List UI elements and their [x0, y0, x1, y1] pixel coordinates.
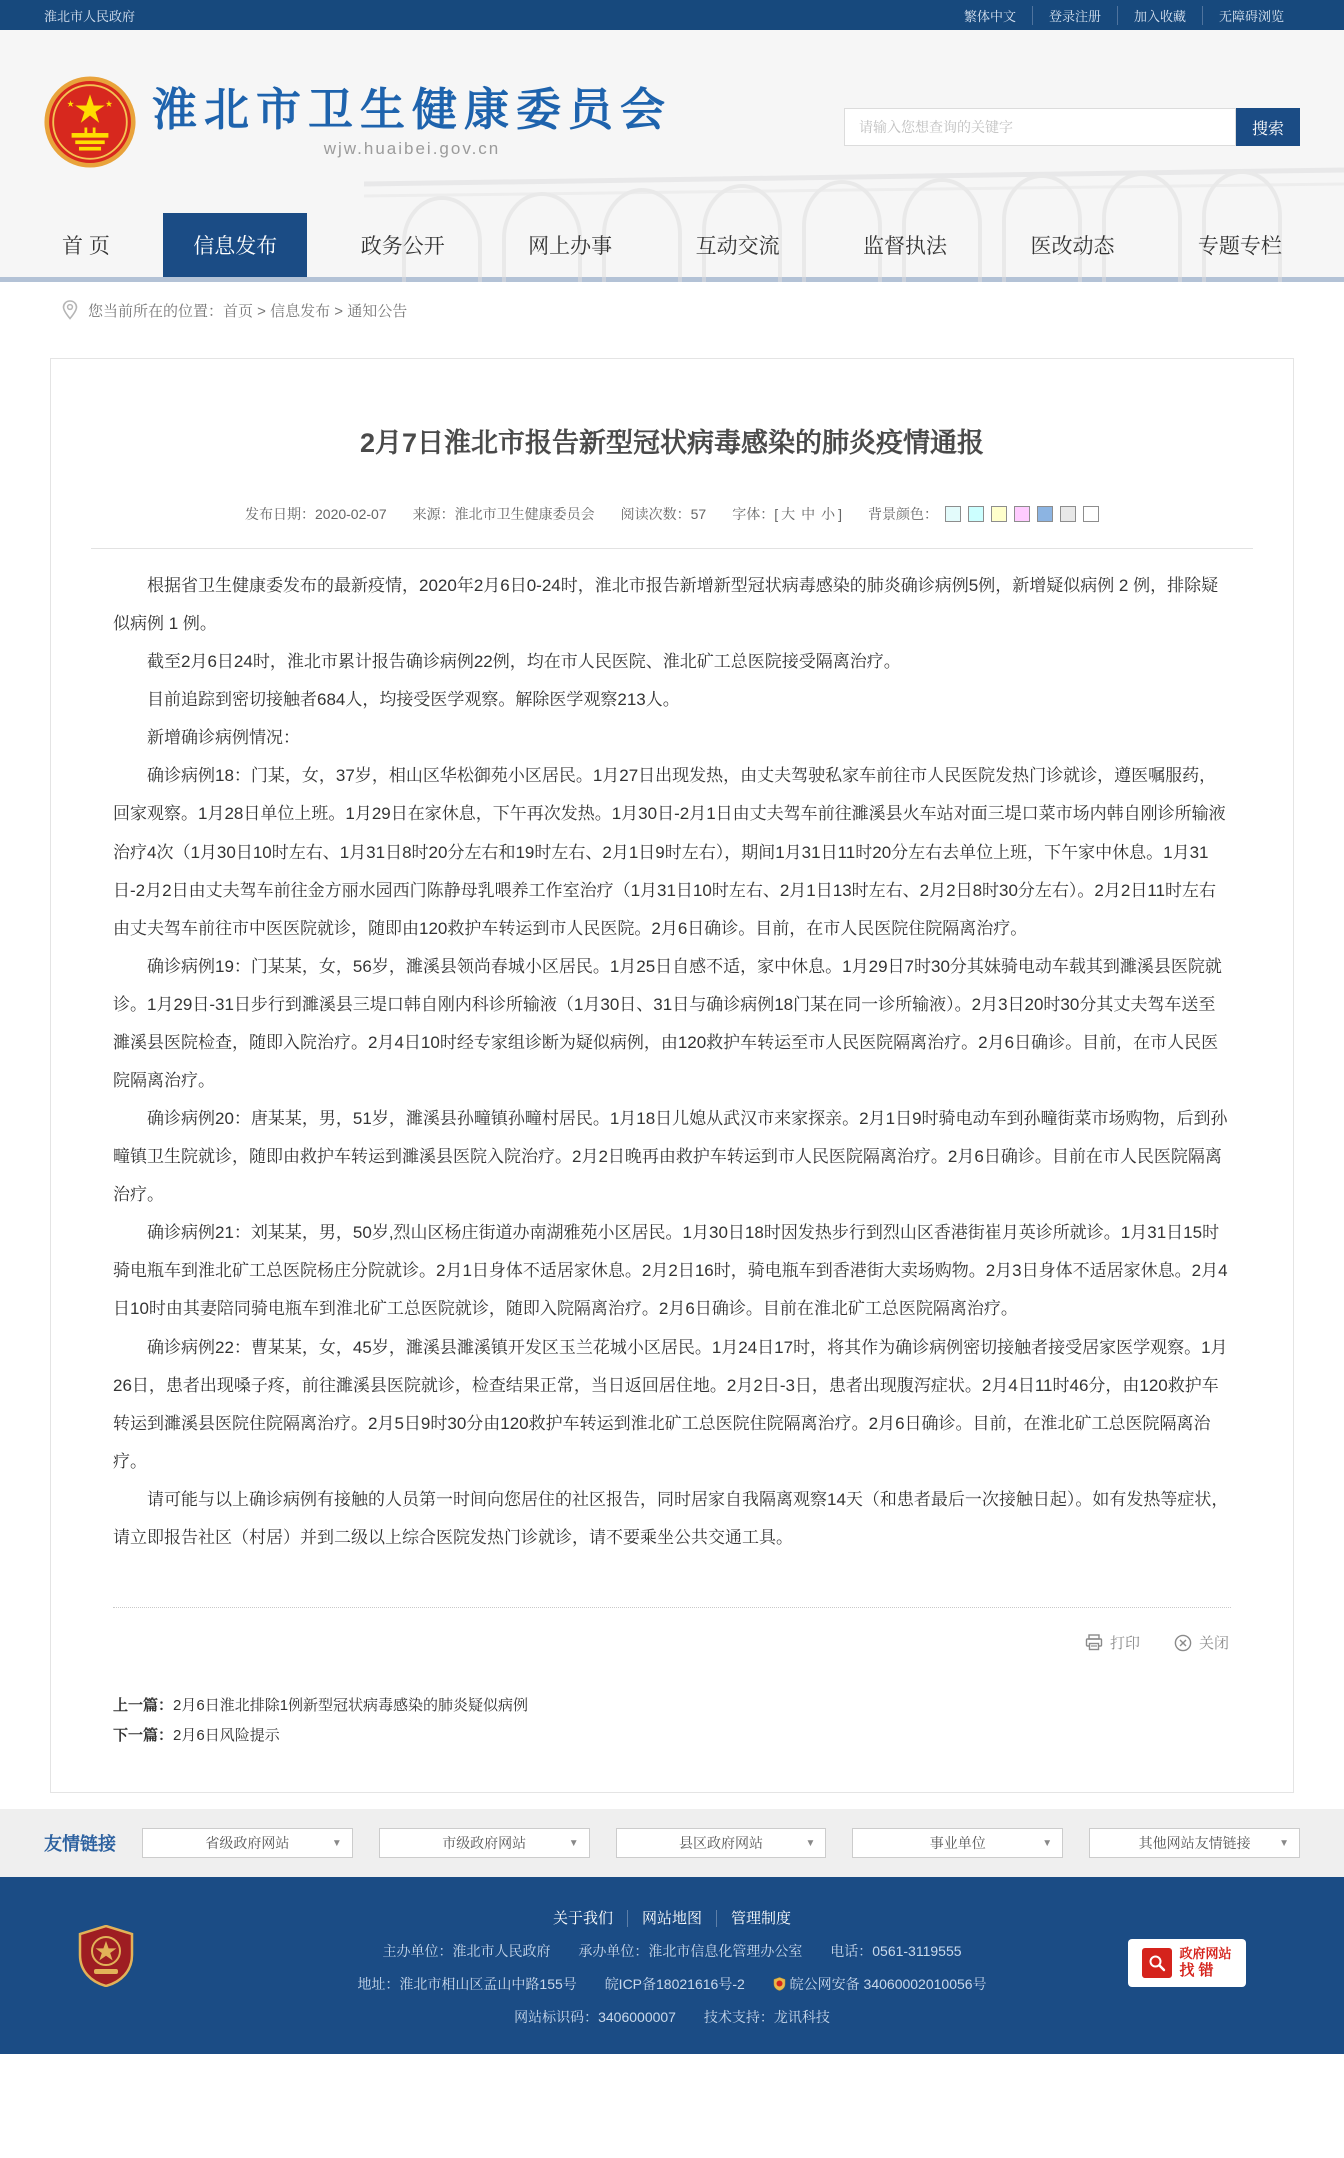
next-article-row: [113, 1724, 1231, 1745]
footer-link-sitemap[interactable]: 网站地图: [627, 1910, 716, 1927]
footer-links: [0, 1877, 1344, 1928]
footer-id-line: [0, 2007, 1344, 2027]
friend-links-select-provincial[interactable]: [142, 1828, 353, 1858]
government-agency-badge-icon: [78, 1925, 134, 1987]
bg-color-swatch[interactable]: [1083, 506, 1099, 522]
bg-color-swatch[interactable]: [1037, 506, 1053, 522]
article-title: 2月7日淮北市报告新型冠状病毒感染的肺炎疫情通报: [359, 428, 985, 458]
main-navigation: [0, 213, 1344, 277]
article-paragraph: 确诊病例21：刘某某，男，50岁,烈山区杨庄街道办南湖雅苑小区居民。1月30日18时因发热步行到烈山区香港街崔月英诊所就诊。1月31日15时骑电瓶车到淮北矿工总医院杨庄分院就诊。2月1日身体不适居家休息。2月2日16时，骑电瓶车到香港街大卖场购物。2月3日身体不适居家休息。2月4日10时由其妻陪同骑电瓶车到淮北矿工总医院就诊，随即入院隔离治疗。2月6日确诊。目前在淮北矿工总医院隔离治疗。: [113, 1223, 1228, 1319]
nav-item-special-topics[interactable]: 专题专栏: [1197, 235, 1282, 258]
site-title: 淮北市卫生健康委员会: [152, 83, 673, 135]
friend-links-select-county[interactable]: [616, 1828, 827, 1858]
article-card: [50, 358, 1294, 1793]
select-value: 市级政府网站: [442, 1835, 527, 1852]
brand-block: [152, 84, 672, 160]
error-badge-text: [1179, 1947, 1231, 1979]
breadcrumb-text[interactable]: 您当前所在的位置：首页 > 信息发布 > 通知公告: [88, 302, 408, 320]
bg-color-swatch[interactable]: [991, 506, 1007, 522]
error-finder-icon: [1142, 1948, 1172, 1978]
font-size-medium-button[interactable]: 中: [801, 506, 816, 522]
close-label: 关闭: [1198, 1635, 1229, 1653]
topbar-link-login-register[interactable]: 登录注册: [1032, 6, 1117, 25]
site-domain: wjw.huaibei.gov.cn: [323, 139, 501, 159]
prev-next-links: [91, 1659, 1253, 1766]
article-meta: [91, 504, 1253, 549]
next-label: 下一篇：: [113, 1727, 174, 1745]
top-utility-bar: [0, 0, 1344, 30]
topbar-link-accessibility[interactable]: 无障碍浏览: [1202, 6, 1300, 25]
location-pin-icon: [62, 300, 78, 320]
nav-item-medical-reform[interactable]: 医改动态: [1030, 235, 1115, 258]
article-paragraph: 确诊病例20：唐某某，男，51岁，濉溪县孙疃镇孙疃村居民。1月18日儿媳从武汉市来家探亲。2月1日9时骑电动车到孙疃街菜市场购物，后到孙疃镇卫生院就诊，随即由救护车转运到濉溪县医院入院治疗。2月2日晚再由救护车转运到市人民医院隔离治疗。2月6日确诊。目前在市人民医院隔离治疗。: [113, 1109, 1228, 1205]
search-button[interactable]: 搜索: [1236, 108, 1300, 146]
footer-site-id: 网站标识码：3406000007: [514, 2009, 676, 2026]
error-badge-line2: 找错: [1179, 1961, 1218, 1979]
friend-links-select-municipal[interactable]: [379, 1828, 590, 1858]
select-value: 县区政府网站: [678, 1835, 763, 1852]
article-actions: [113, 1607, 1231, 1659]
select-value: 其他网站友情链接: [1138, 1835, 1251, 1852]
bg-color-control: [868, 504, 1099, 524]
chevron-down-icon: ▼: [1279, 1837, 1289, 1849]
friend-links-label: 友情链接: [44, 1834, 116, 1855]
footer-phone: 电话：0561-3119555: [830, 1943, 962, 1960]
print-label: 打印: [1109, 1635, 1140, 1653]
font-label-close: ]: [838, 506, 842, 522]
chevron-down-icon: ▼: [568, 1837, 579, 1849]
font-label: 字体：[: [732, 506, 779, 522]
topbar-link-traditional-chinese[interactable]: 繁体中文: [963, 8, 1016, 24]
friend-links-bar: [0, 1809, 1344, 1877]
footer-link-management[interactable]: 管理制度: [716, 1910, 805, 1927]
footer-organizer: 主办单位：淮北市人民政府: [382, 1943, 551, 1960]
font-size-small-button[interactable]: 小: [821, 506, 836, 522]
gov-site-error-report-badge[interactable]: [1128, 1939, 1246, 1987]
chevron-down-icon: ▼: [805, 1837, 816, 1849]
article-body: [91, 549, 1253, 1581]
bg-color-swatch[interactable]: [968, 506, 984, 522]
footer-address: 地址：淮北市相山区孟山中路155号: [357, 1976, 577, 1993]
topbar-link-add-favorite[interactable]: 加入收藏: [1117, 6, 1202, 25]
read-count: 阅读次数：57: [620, 506, 707, 522]
article-paragraph: 确诊病例22：曹某某，女，45岁，濉溪县濉溪镇开发区玉兰花城小区居民。1月24日17时，将其作为确诊病例密切接触者接受居家医学观察。1月26日，患者出现嗓子疼，前往濉溪县医院就诊，检查结果正常，当日返回居住地。2月2日-3日，患者出现腹泻症状。2月4日11时46分，由120救护车转运到濉溪县医院住院隔离治疗。2月5日9时30分由120救护车转运到淮北矿工总医院住院隔离治疗。2月6日确诊。目前，在淮北矿工总医院隔离治疗。: [113, 1337, 1228, 1471]
close-button[interactable]: [1174, 1632, 1229, 1653]
error-badge-line1: 政府网站: [1179, 1945, 1232, 1961]
nav-item-home[interactable]: 首 页: [62, 235, 110, 258]
site-header: [0, 30, 1344, 282]
footer-undertaker: 承办单位：淮北市信息化管理办公室: [578, 1943, 803, 1960]
article-paragraph: 确诊病例19：门某某，女，56岁，濉溪县领尚春城小区居民。1月25日自感不适，家中休息。1月29日7时30分其妹骑电动车载其到濉溪县医院就诊。1月29日-31日步行到濉溪县三堤口韩自刚内科诊所输液（1月30日、31日与确诊病例18门某在同一诊所输液）。2月3日20时30分其丈夫驾车送至濉溪县医院检查，随即入院治疗。2月4日10时经专家组诊断为疑似病例，由120救护车转运至市人民医院隔离治疗。2月6日确诊。目前，在市人民医院隔离治疗。: [113, 956, 1222, 1091]
bg-color-label: 背景颜色：: [867, 506, 938, 522]
search-input[interactable]: [844, 108, 1236, 146]
public-security-badge-icon: [773, 1977, 786, 1991]
footer-tech-support: 技术支持：龙讯科技: [703, 2009, 830, 2026]
prev-article-link[interactable]: 2月6日淮北排除1例新型冠状病毒感染的肺炎疑似病例: [173, 1697, 529, 1715]
bg-color-swatch[interactable]: [1014, 506, 1030, 522]
chevron-down-icon: ▼: [1042, 1837, 1053, 1849]
nav-bottom-strip: [0, 277, 1344, 282]
article-paragraph: 截至2月6日24时，淮北市累计报告确诊病例22例，均在市人民医院、淮北矿工总医院接受隔离治疗。: [147, 652, 901, 672]
chevron-down-icon: ▼: [331, 1837, 342, 1849]
footer-icp-link[interactable]: 皖ICP备18021616号-2: [604, 1976, 745, 1993]
nav-item-gov-affairs[interactable]: 政务公开: [360, 235, 445, 258]
printer-icon: [1085, 1634, 1103, 1651]
article-source: 来源：淮北市卫生健康委员会: [412, 506, 595, 522]
publish-date: 发布日期：2020-02-07: [245, 506, 387, 522]
bg-color-swatch[interactable]: [1060, 506, 1076, 522]
font-size-large-button[interactable]: 大: [781, 506, 796, 522]
national-emblem-logo: [44, 76, 136, 168]
article-paragraph: 根据省卫生健康委发布的最新疫情，2020年2月6日0-24时，淮北市报告新增新型冠状病毒感染的肺炎确诊病例5例，新增疑似病例 2 例，排除疑似病例 1 例。: [113, 576, 1219, 634]
prev-label: 上一篇：: [113, 1697, 174, 1715]
close-icon: [1174, 1634, 1192, 1652]
friend-links-select-institutions[interactable]: [852, 1828, 1063, 1858]
nav-item-supervision[interactable]: 监督执法: [863, 235, 948, 258]
article-paragraph: 请可能与以上确诊病例有接触的人员第一时间向您居住的社区报告，同时居家自我隔离观察14天（和患者最后一次接触日起）。如有发热等症状，请立即报告社区（村居）并到二级以上综合医院发热门诊就诊，请不要乘坐公共交通工具。: [113, 1489, 1229, 1547]
bg-color-swatch[interactable]: [945, 506, 961, 522]
select-value: 事业单位: [929, 1835, 986, 1852]
article-paragraph: 新增确诊病例情况：: [147, 728, 300, 748]
topbar-site-link[interactable]: 淮北市人民政府: [44, 8, 136, 24]
nav-item-online-services[interactable]: 网上办事: [528, 235, 613, 258]
nav-item-interaction[interactable]: 互动交流: [695, 235, 780, 258]
footer-link-about[interactable]: 关于我们: [552, 1910, 613, 1928]
article-paragraph: 确诊病例18：门某，女，37岁，相山区华松御苑小区居民。1月27日出现发热，由丈夫驾驶私家车前往市人民医院发热门诊就诊，遵医嘱服药，回家观察。1月28日单位上班。1月29日在家休息，下午再次发热。1月30日-2月1日由丈夫驾车前往濉溪县火车站对面三堤口菜市场内韩自刚诊所输液治疗4次（1月30日10时左右、1月31日8时20分左右和19时左右、2月1日9时左右），期间1月31日11时20分左右去单位上班，下午家中休息。1月31日-2月2日由丈夫驾车前往金方丽水园西门陈静母乳喂养工作室治疗（1月31日10时左右、2月1日13时左右、2月2日8时30分左右）。2月2日11时左右由丈夫驾车前往市中医医院就诊，随即由120救护车转运到市人民医院。2月6日确诊。目前，在市人民医院住院隔离治疗。: [113, 766, 1226, 938]
select-value: 省级政府网站: [205, 1835, 290, 1852]
friend-links-select-other[interactable]: [1089, 1828, 1300, 1858]
site-footer: [0, 1877, 1344, 2054]
police-record-text: 皖公网安备 34060002010056号: [789, 1976, 987, 1993]
footer-police-record[interactable]: [773, 1976, 987, 1992]
topbar-links: [948, 6, 1300, 25]
nav-item-info-release[interactable]: 信息发布: [163, 213, 307, 277]
article-paragraph: 目前追踪到密切接触者684人，均接受医学观察。解除医学观察213人。: [147, 690, 680, 710]
breadcrumb: [0, 282, 1344, 338]
font-size-control: [732, 504, 842, 524]
next-article-link[interactable]: 2月6日风险提示: [173, 1727, 280, 1745]
print-button[interactable]: [1085, 1632, 1140, 1653]
search-bar: [844, 108, 1300, 146]
prev-article-row: [113, 1694, 1231, 1715]
